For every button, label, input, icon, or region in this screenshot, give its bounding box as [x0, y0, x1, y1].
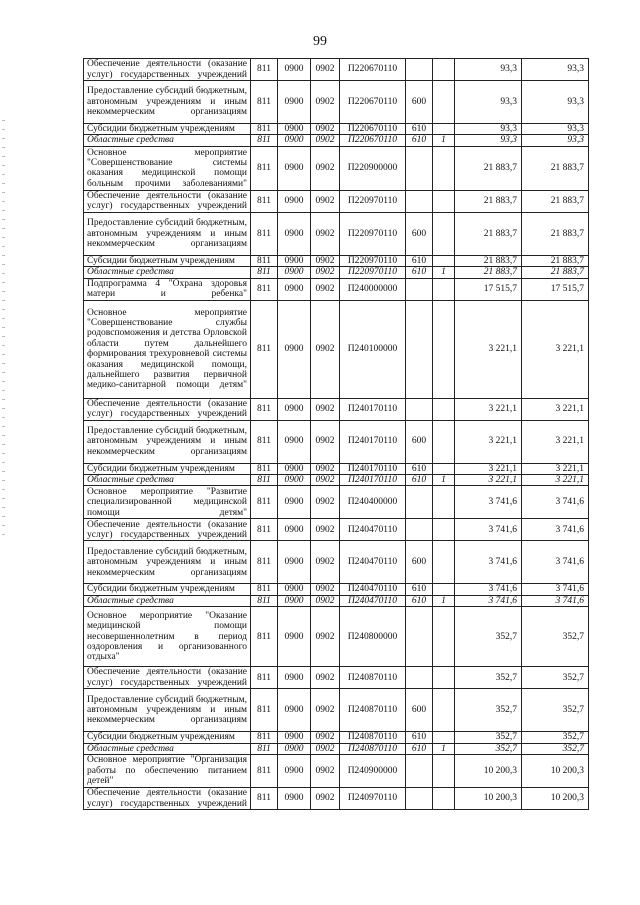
row-amount-2: 3 741,6: [522, 595, 589, 606]
row-target-article: П240170110: [340, 398, 406, 420]
row-amount-1: 3 221,1: [455, 398, 522, 420]
row-section-code: 0900: [278, 743, 311, 754]
row-grbs-code: 811: [251, 59, 278, 81]
page-number: 99: [313, 34, 327, 49]
row-amount-2: 21 883,7: [522, 190, 589, 212]
table-row: [84, 300, 589, 398]
table-row: [84, 81, 589, 124]
row-subsection-code: 0902: [311, 755, 340, 788]
row-expense-type: [406, 755, 433, 788]
row-section-code: 0900: [278, 190, 311, 212]
row-name: Основное мероприятие "Оказание медицинской помощи несовершеннолетним в период оздоровления и организованного отдыха": [84, 607, 251, 667]
row-amount-2: 21 883,7: [522, 255, 589, 266]
table-row: [84, 607, 589, 667]
row-amount-2: 93,3: [522, 124, 589, 135]
row-section-code: 0900: [278, 595, 311, 606]
row-grbs-code: 811: [251, 475, 278, 486]
row-section-code: 0900: [278, 519, 311, 541]
row-expense-type: [406, 398, 433, 420]
row-funding-source: [433, 146, 455, 190]
row-name: Обеспечение деятельности (оказание услуг) государственных учреждений: [84, 788, 251, 810]
row-expense-type: 610: [406, 267, 433, 278]
row-name: Предоставление субсидий бюджетным, автономным учреждениям и иным некоммерческим организациям: [84, 212, 251, 255]
row-amount-2: 3 741,6: [522, 519, 589, 541]
row-target-article: П240100000: [340, 300, 406, 398]
row-amount-2: 3 741,6: [522, 541, 589, 584]
row-expense-type: [406, 607, 433, 667]
row-grbs-code: 811: [251, 146, 278, 190]
table-row: [84, 190, 589, 212]
row-subsection-code: 0902: [311, 584, 340, 595]
row-amount-2: 10 200,3: [522, 788, 589, 810]
row-section-code: 0900: [278, 81, 311, 124]
row-subsection-code: 0902: [311, 541, 340, 584]
row-grbs-code: 811: [251, 584, 278, 595]
row-amount-1: 352,7: [455, 732, 522, 743]
row-amount-1: 10 200,3: [455, 788, 522, 810]
row-amount-1: 21 883,7: [455, 255, 522, 266]
row-funding-source: [433, 689, 455, 732]
row-target-article: П240470110: [340, 584, 406, 595]
row-target-article: П240000000: [340, 278, 406, 300]
row-name: Областные средства: [84, 267, 251, 278]
row-name: Субсидии бюджетным учреждениям: [84, 124, 251, 135]
row-amount-1: 3 741,6: [455, 541, 522, 584]
row-target-article: П240400000: [340, 486, 406, 519]
row-amount-2: 21 883,7: [522, 212, 589, 255]
row-name: Основное мероприятие "Совершенствование системы оказания медицинской помощи больным прочими заболеваниями": [84, 146, 251, 190]
row-name: Основное мероприятие "Совершенствование службы родовспоможения и детства Орловской области путем дальнейшего формирования трехуровневой системы оказания медицинской помощи, дальнейшего развития первичной медико-санитарной помощи детям": [84, 300, 251, 398]
row-amount-2: 3 221,1: [522, 475, 589, 486]
row-section-code: 0900: [278, 788, 311, 810]
row-subsection-code: 0902: [311, 278, 340, 300]
table-row: [84, 519, 589, 541]
row-grbs-code: 811: [251, 541, 278, 584]
row-funding-source: 1: [433, 595, 455, 606]
row-amount-2: 352,7: [522, 689, 589, 732]
row-target-article: П240900000: [340, 755, 406, 788]
row-amount-1: 21 883,7: [455, 267, 522, 278]
row-subsection-code: 0902: [311, 667, 340, 689]
table-row: [84, 486, 589, 519]
row-name: Предоставление субсидий бюджетным, автономным учреждениям и иным некоммерческим организациям: [84, 420, 251, 463]
row-target-article: П220900000: [340, 146, 406, 190]
row-expense-type: [406, 300, 433, 398]
row-target-article: П240870110: [340, 743, 406, 754]
row-amount-2: 352,7: [522, 667, 589, 689]
row-amount-2: 93,3: [522, 59, 589, 81]
row-subsection-code: 0902: [311, 420, 340, 463]
table-row: [84, 541, 589, 584]
row-amount-1: 93,3: [455, 124, 522, 135]
row-expense-type: 610: [406, 743, 433, 754]
row-section-code: 0900: [278, 607, 311, 667]
row-section-code: 0900: [278, 212, 311, 255]
row-funding-source: [433, 255, 455, 266]
row-grbs-code: 811: [251, 755, 278, 788]
row-subsection-code: 0902: [311, 486, 340, 519]
row-section-code: 0900: [278, 463, 311, 474]
row-target-article: П220670110: [340, 59, 406, 81]
row-amount-2: 17 515,7: [522, 278, 589, 300]
row-section-code: 0900: [278, 475, 311, 486]
row-amount-2: 3 741,6: [522, 486, 589, 519]
table-row: [84, 584, 589, 595]
row-grbs-code: 811: [251, 420, 278, 463]
row-amount-2: 3 221,1: [522, 398, 589, 420]
row-target-article: П240800000: [340, 607, 406, 667]
row-expense-type: [406, 146, 433, 190]
row-expense-type: [406, 278, 433, 300]
row-funding-source: [433, 486, 455, 519]
row-grbs-code: 811: [251, 595, 278, 606]
row-expense-type: 600: [406, 81, 433, 124]
row-subsection-code: 0902: [311, 212, 340, 255]
row-funding-source: [433, 788, 455, 810]
row-section-code: 0900: [278, 689, 311, 732]
row-name: Обеспечение деятельности (оказание услуг) государственных учреждений: [84, 398, 251, 420]
row-subsection-code: 0902: [311, 788, 340, 810]
row-amount-1: 3 221,1: [455, 475, 522, 486]
row-funding-source: [433, 463, 455, 474]
row-amount-2: 352,7: [522, 743, 589, 754]
row-amount-2: 352,7: [522, 732, 589, 743]
row-amount-2: 21 883,7: [522, 146, 589, 190]
table-row: [84, 743, 589, 754]
row-amount-1: 93,3: [455, 59, 522, 81]
row-amount-2: 93,3: [522, 81, 589, 124]
row-amount-2: 3 221,1: [522, 420, 589, 463]
row-subsection-code: 0902: [311, 124, 340, 135]
row-expense-type: 610: [406, 124, 433, 135]
row-subsection-code: 0902: [311, 190, 340, 212]
row-grbs-code: 811: [251, 398, 278, 420]
row-grbs-code: 811: [251, 743, 278, 754]
row-name: Областные средства: [84, 475, 251, 486]
row-grbs-code: 811: [251, 267, 278, 278]
row-grbs-code: 811: [251, 135, 278, 146]
row-name: Основное мероприятие "Организация работы по обеспечению питанием детей": [84, 755, 251, 788]
row-funding-source: 1: [433, 135, 455, 146]
row-amount-2: 3 221,1: [522, 463, 589, 474]
row-amount-2: 21 883,7: [522, 267, 589, 278]
row-section-code: 0900: [278, 667, 311, 689]
row-subsection-code: 0902: [311, 300, 340, 398]
row-amount-1: 3 741,6: [455, 584, 522, 595]
table-row: [84, 398, 589, 420]
row-target-article: П220970110: [340, 212, 406, 255]
row-subsection-code: 0902: [311, 732, 340, 743]
row-funding-source: [433, 124, 455, 135]
row-amount-1: 3 221,1: [455, 420, 522, 463]
row-target-article: П240170110: [340, 463, 406, 474]
row-section-code: 0900: [278, 486, 311, 519]
row-funding-source: [433, 300, 455, 398]
row-expense-type: 610: [406, 463, 433, 474]
row-section-code: 0900: [278, 398, 311, 420]
row-subsection-code: 0902: [311, 475, 340, 486]
row-amount-1: 93,3: [455, 81, 522, 124]
row-grbs-code: 811: [251, 486, 278, 519]
row-funding-source: [433, 755, 455, 788]
row-funding-source: [433, 607, 455, 667]
row-funding-source: [433, 584, 455, 595]
row-subsection-code: 0902: [311, 463, 340, 474]
row-grbs-code: 811: [251, 81, 278, 124]
row-grbs-code: 811: [251, 689, 278, 732]
row-amount-1: 17 515,7: [455, 278, 522, 300]
row-name: Субсидии бюджетным учреждениям: [84, 732, 251, 743]
row-target-article: П240870110: [340, 667, 406, 689]
table-row: [84, 667, 589, 689]
row-target-article: П220670110: [340, 81, 406, 124]
row-subsection-code: 0902: [311, 398, 340, 420]
row-subsection-code: 0902: [311, 135, 340, 146]
row-target-article: П240470110: [340, 519, 406, 541]
row-name: Предоставление субсидий бюджетным, автономным учреждениям и иным некоммерческим организациям: [84, 541, 251, 584]
row-expense-type: 610: [406, 732, 433, 743]
row-grbs-code: 811: [251, 788, 278, 810]
row-amount-1: 3 741,6: [455, 519, 522, 541]
row-expense-type: [406, 190, 433, 212]
row-amount-1: 93,3: [455, 135, 522, 146]
row-expense-type: 610: [406, 255, 433, 266]
row-expense-type: [406, 486, 433, 519]
row-grbs-code: 811: [251, 124, 278, 135]
table-row: [84, 755, 589, 788]
row-amount-1: 352,7: [455, 667, 522, 689]
table-row: [84, 278, 589, 300]
row-name: Областные средства: [84, 595, 251, 606]
row-section-code: 0900: [278, 146, 311, 190]
table-row: [84, 255, 589, 266]
row-grbs-code: 811: [251, 278, 278, 300]
row-funding-source: 1: [433, 475, 455, 486]
row-grbs-code: 811: [251, 667, 278, 689]
row-target-article: П220670110: [340, 135, 406, 146]
row-funding-source: [433, 667, 455, 689]
row-name: Субсидии бюджетным учреждениям: [84, 463, 251, 474]
row-expense-type: 600: [406, 212, 433, 255]
row-subsection-code: 0902: [311, 743, 340, 754]
row-amount-2: 352,7: [522, 607, 589, 667]
row-target-article: П220970110: [340, 190, 406, 212]
row-funding-source: [433, 190, 455, 212]
row-section-code: 0900: [278, 732, 311, 743]
row-grbs-code: 811: [251, 212, 278, 255]
row-expense-type: 600: [406, 689, 433, 732]
row-funding-source: [433, 519, 455, 541]
row-name: Обеспечение деятельности (оказание услуг) государственных учреждений: [84, 667, 251, 689]
row-target-article: П220970110: [340, 267, 406, 278]
row-subsection-code: 0902: [311, 81, 340, 124]
row-target-article: П220670110: [340, 124, 406, 135]
table-row: [84, 135, 589, 146]
row-grbs-code: 811: [251, 732, 278, 743]
row-name: Субсидии бюджетным учреждениям: [84, 584, 251, 595]
row-expense-type: [406, 519, 433, 541]
table-row: [84, 212, 589, 255]
row-subsection-code: 0902: [311, 519, 340, 541]
scan-margin-marks: [2, 120, 5, 540]
row-target-article: П220970110: [340, 255, 406, 266]
table-row: [84, 124, 589, 135]
row-grbs-code: 811: [251, 607, 278, 667]
row-name: Основное мероприятие "Развитие специализированной медицинской помощи детям": [84, 486, 251, 519]
row-expense-type: 600: [406, 420, 433, 463]
row-name: Подпрограмма 4 "Охрана здоровья матери и ребенка": [84, 278, 251, 300]
row-subsection-code: 0902: [311, 607, 340, 667]
row-subsection-code: 0902: [311, 146, 340, 190]
table-row: [84, 267, 589, 278]
row-amount-1: 21 883,7: [455, 190, 522, 212]
row-target-article: П240870110: [340, 689, 406, 732]
row-funding-source: [433, 81, 455, 124]
row-target-article: П240170110: [340, 475, 406, 486]
row-section-code: 0900: [278, 755, 311, 788]
row-name: Обеспечение деятельности (оказание услуг) государственных учреждений: [84, 519, 251, 541]
row-target-article: П240470110: [340, 541, 406, 584]
row-amount-1: 352,7: [455, 607, 522, 667]
row-funding-source: [433, 278, 455, 300]
row-section-code: 0900: [278, 278, 311, 300]
budget-table: [83, 58, 589, 810]
row-subsection-code: 0902: [311, 689, 340, 732]
row-funding-source: [433, 398, 455, 420]
row-section-code: 0900: [278, 135, 311, 146]
row-funding-source: [433, 732, 455, 743]
row-expense-type: [406, 667, 433, 689]
row-funding-source: [433, 420, 455, 463]
table-row: [84, 689, 589, 732]
row-section-code: 0900: [278, 255, 311, 266]
row-section-code: 0900: [278, 267, 311, 278]
table-row: [84, 595, 589, 606]
row-subsection-code: 0902: [311, 59, 340, 81]
row-section-code: 0900: [278, 124, 311, 135]
table-row: [84, 475, 589, 486]
row-grbs-code: 811: [251, 519, 278, 541]
row-grbs-code: 811: [251, 255, 278, 266]
row-name: Обеспечение деятельности (оказание услуг) государственных учреждений: [84, 59, 251, 81]
table-row: [84, 146, 589, 190]
row-name: Предоставление субсидий бюджетным, автономным учреждениям и иным некоммерческим организациям: [84, 81, 251, 124]
row-expense-type: 610: [406, 475, 433, 486]
row-expense-type: [406, 788, 433, 810]
row-section-code: 0900: [278, 420, 311, 463]
row-amount-1: 3 221,1: [455, 300, 522, 398]
row-amount-1: 3 221,1: [455, 463, 522, 474]
row-target-article: П240470110: [340, 595, 406, 606]
row-funding-source: 1: [433, 267, 455, 278]
row-expense-type: 610: [406, 584, 433, 595]
row-subsection-code: 0902: [311, 255, 340, 266]
row-funding-source: [433, 541, 455, 584]
row-funding-source: 1: [433, 743, 455, 754]
row-section-code: 0900: [278, 584, 311, 595]
row-subsection-code: 0902: [311, 595, 340, 606]
table-row: [84, 59, 589, 81]
row-amount-2: 10 200,3: [522, 755, 589, 788]
row-name: Субсидии бюджетным учреждениям: [84, 255, 251, 266]
table-row: [84, 463, 589, 474]
row-amount-1: 352,7: [455, 689, 522, 732]
row-grbs-code: 811: [251, 463, 278, 474]
row-target-article: П240970110: [340, 788, 406, 810]
row-amount-2: 3 741,6: [522, 584, 589, 595]
row-expense-type: 610: [406, 135, 433, 146]
row-amount-1: 21 883,7: [455, 212, 522, 255]
row-target-article: П240870110: [340, 732, 406, 743]
row-expense-type: 600: [406, 541, 433, 584]
row-name: Обеспечение деятельности (оказание услуг) государственных учреждений: [84, 190, 251, 212]
row-amount-2: 3 221,1: [522, 300, 589, 398]
row-funding-source: [433, 212, 455, 255]
row-amount-1: 21 883,7: [455, 146, 522, 190]
table-row: [84, 732, 589, 743]
row-subsection-code: 0902: [311, 267, 340, 278]
row-section-code: 0900: [278, 541, 311, 584]
row-grbs-code: 811: [251, 300, 278, 398]
row-expense-type: [406, 59, 433, 81]
row-amount-1: 352,7: [455, 743, 522, 754]
row-target-article: П240170110: [340, 420, 406, 463]
row-grbs-code: 811: [251, 190, 278, 212]
row-name: Предоставление субсидий бюджетным, автономным учреждениям и иным некоммерческим организациям: [84, 689, 251, 732]
row-name: Областные средства: [84, 743, 251, 754]
row-amount-2: 93,3: [522, 135, 589, 146]
row-section-code: 0900: [278, 300, 311, 398]
row-name: Областные средства: [84, 135, 251, 146]
row-amount-1: 10 200,3: [455, 755, 522, 788]
row-expense-type: 610: [406, 595, 433, 606]
row-funding-source: [433, 59, 455, 81]
table-row: [84, 420, 589, 463]
row-amount-1: 3 741,6: [455, 486, 522, 519]
row-section-code: 0900: [278, 59, 311, 81]
row-amount-1: 3 741,6: [455, 595, 522, 606]
table-row: [84, 788, 589, 810]
